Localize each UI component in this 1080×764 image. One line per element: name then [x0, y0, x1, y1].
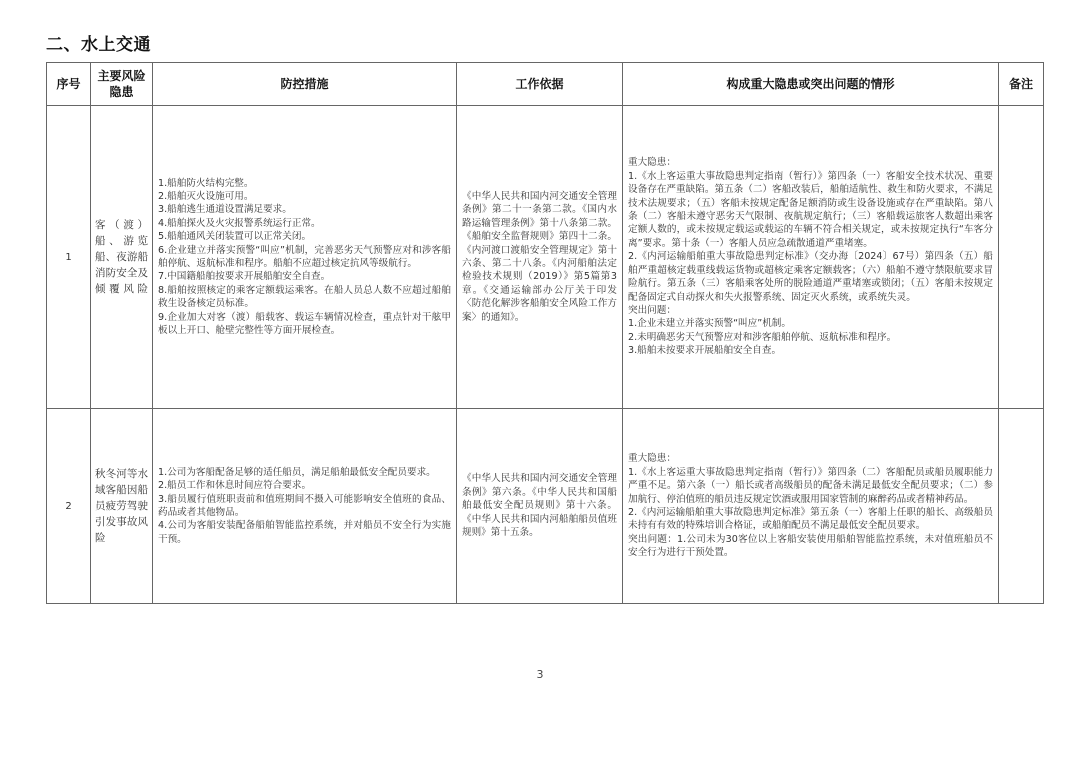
- issue-item: 2.《内河运输船舶重大事故隐患判定标准》第五条（一）客船上任职的船长、高级船员未持有有效的特殊培训合格证，或船舶配员不满足最低安全配员要求。: [628, 507, 993, 532]
- basis-cell: 《中华人民共和国内河交通安全管理条例》第二十一条第二款。《国内水路运输管理条例》第十八条第二款。《船舶安全监督规则》第四十二条。《内河渡口渡船安全管理规定》第十六条、第二十八条。《内河船舶法定检验技术规则（2019）》第5篇第3章。《交通运输部办公厅关于印发〈防范化解涉客船舶安全风险工作方案〉的通知》。: [457, 106, 623, 409]
- table-row: [47, 106, 1044, 409]
- issue-item: 1.企业未建立并落实预警“叫应”机制。: [628, 318, 791, 330]
- issue-item: 重大隐患：: [628, 453, 676, 465]
- note-cell: [999, 409, 1044, 604]
- table-row: [47, 409, 1044, 604]
- issue-item: 2.《内河运输船舶重大事故隐患判定标准》（交办海〔2024〕67号）第四条（五）船舶严重超核定载重线载运货物或超核定乘客定额载客；（六）船舶不遵守禁限航要求冒险航行。第五条（三）客船乘客处所的脱险通道严重堵塞或锁闭；（五）客船未按规定配备固定式自动探火和失火报警系统、固定灭火系统，或系统失灵。: [628, 251, 993, 303]
- measure-item: 2.船舶灭火设施可用。: [158, 190, 254, 202]
- row-number: 2: [47, 409, 91, 604]
- issue-item: 3.船舶未按要求开展船舶安全自查。: [628, 345, 782, 357]
- issue-item: 突出问题：1.公司未为30客位以上客船安装使用船舶智能监控系统，未对值班船员不安全行为进行干预处置。: [628, 533, 993, 559]
- measure-item: 3.船员履行值班职责前和值班期间不摄入可能影响安全值班的食品、药品或者其他物品。: [158, 493, 451, 518]
- risk-cell: 客（渡）船、游览船、夜游船消防安全及倾覆风险: [91, 106, 153, 409]
- measure-item: 8.船舶按照核定的乘客定额载运乘客。在船人员总人数不应超过船舶救生设备核定员标准。: [158, 284, 451, 310]
- issue-item: 突出问题：: [628, 304, 676, 316]
- basis-cell: 《中华人民共和国内河交通安全管理条例》第六条。《中华人民共和国船舶最低安全配员规则》第十六条。《中华人民共和国内河船舶船员值班规则》第十五条。: [457, 409, 623, 604]
- measure-item: 4.船舶探火及火灾报警系统运行正常。: [158, 217, 321, 229]
- measure-item: 6.企业建立并落实预警“叫应”机制，完善恶劣天气预警应对和涉客船舶停航、返航标准和程序。船舶不应超过核定抗风等级航行。: [158, 244, 451, 269]
- header-note: 备注: [999, 63, 1044, 106]
- header-risk: 主要风险隐患: [91, 63, 153, 106]
- measures-cell: [153, 106, 457, 409]
- table-header-row: [47, 63, 1044, 106]
- measure-item: 2.船员工作和休息时间应符合要求。: [158, 480, 312, 492]
- measure-item: 5.船舶通风关闭装置可以正常关闭。: [158, 231, 312, 243]
- header-measures: 防控措施: [153, 63, 457, 106]
- row-number: 1: [47, 106, 91, 409]
- header-no: 序号: [47, 63, 91, 106]
- measures-cell: [153, 409, 457, 604]
- issues-cell: [623, 409, 999, 604]
- issue-item: 重大隐患：: [628, 157, 676, 169]
- header-issues: 构成重大隐患或突出问题的情形: [623, 63, 999, 106]
- issues-cell: [623, 106, 999, 409]
- measure-item: 3.船舶逃生通道设置满足要求。: [158, 204, 292, 216]
- issue-item: 1.《水上客运重大事故隐患判定指南（暂行）》第四条（二）客船配员或船员履职能力严重不足。第六条（一）船长或者高级船员的配备未满足最低安全配员要求；（二）参加航行、停泊值班的船员违反规定饮酒或服用国家管制的麻醉药品或者精神药品。: [628, 466, 993, 505]
- measure-item: 7.中国籍船舶按要求开展船舶安全自查。: [158, 271, 331, 283]
- page-number: 3: [536, 668, 544, 681]
- section-title: 二、水上交通: [46, 35, 151, 55]
- issue-item: 2.未明确恶劣天气预警应对和涉客船舶停航、返航标准和程序。: [628, 331, 897, 343]
- measure-item: 9.企业加大对客（渡）船载客、载运车辆情况检查，重点针对干舷甲板以上开口、舱壁完整性等方面开展检查。: [158, 311, 451, 337]
- risk-cell: 秋冬河等水域客船因船员疲劳驾驶引发事故风险: [91, 409, 153, 604]
- risk-table: [46, 62, 1044, 604]
- header-basis: 工作依据: [457, 63, 623, 106]
- measure-item: 1.公司为客船配备足够的适任船员，满足船舶最低安全配员要求。: [158, 466, 436, 478]
- measure-item: 4.公司为客船安装配备船舶智能监控系统，并对船员不安全行为实施干预。: [158, 520, 451, 545]
- issue-item: 1.《水上客运重大事故隐患判定指南（暂行）》第四条（一）客船安全技术状况、重要设备存在严重缺陷。第五条（二）客船改装后，船舶适航性、救生和防火要求，不满足技术法规要求；（五）客船未按规定配备足额消防或生设备设施或存在严重缺陷。第八条（二）客船未遵守恶劣天气限制、夜航规定航行；（三）客船载运旅客人数超出乘客定额人数的，或未按规定载运或载运的车辆不符合相关规定，或未按规定执行“车客分离”要求。第十条（一）客船人员应急疏散通道严重堵塞。: [628, 170, 993, 249]
- note-cell: [999, 106, 1044, 409]
- measure-item: 1.船舶防火结构完整。: [158, 177, 254, 189]
